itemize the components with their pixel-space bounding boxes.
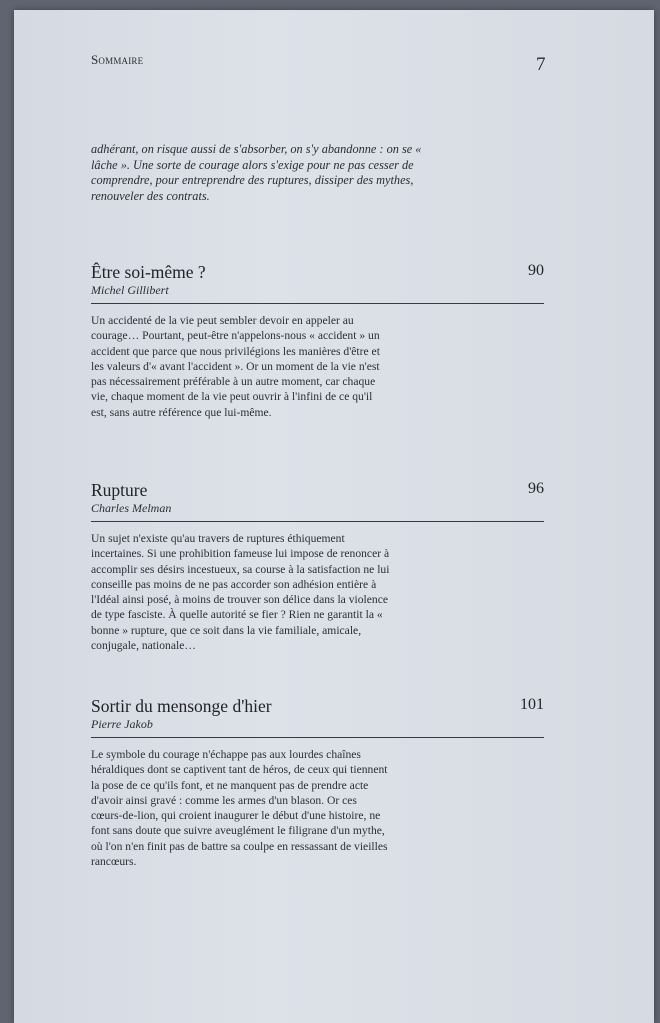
entry-author: Michel Gillibert — [91, 283, 169, 297]
entry-summary: Un accidenté de la vie peut sembler devoir en appeler au courage… Pourtant, peut-être n'appelons-nous « accident » un accident que parce que nous privilégions les manières d'être et les valeurs d'« avant l'accident ». Or un moment de la vie n'est pas nécessairement préférable à un autre moment, car chaque vie, chaque moment de la vie peut ouvrir à l'infini de ce qu'il est, sans autre référence que lui-même. — [91, 314, 380, 419]
entry-page-number: 90 — [528, 262, 544, 279]
entry-divider — [91, 303, 544, 304]
entry-author: Charles Melman — [91, 501, 172, 515]
running-header: Sommaire — [91, 52, 144, 67]
entry-author: Pierre Jakob — [91, 717, 153, 731]
intro-paragraph — [91, 142, 431, 204]
intro-text: adhérant, on risque aussi de s'absorber, on s'y abandonne : on se « lâche ». Une sorte de courage alors s'exige pour ne pas cesser de comprendre, pour entreprendre des ruptures, dissiper des mythes, renouveler des contrats. — [91, 142, 422, 203]
entry-summary: Le symbole du courage n'échappe pas aux lourdes chaînes héraldiques dont se captivent tant de héros, de ceux qui tiennent la pose de ce qu'ils font, et ne manquent pas de prendre acte d'avoir ainsi gravé : comme les armes d'un blason. Or ces cœurs-de-lion, qui croient inaugurer le début d'une histoire, ne font sans doute que suivre aveuglément le filigrane d'un mythe, où l'on n'en finit pas de battre sa coulpe en ressassant de vieilles rancœurs. — [91, 748, 388, 869]
entry-divider — [91, 521, 544, 522]
entry-divider — [91, 737, 544, 738]
toc-entry — [91, 262, 544, 420]
toc-entry — [91, 696, 544, 869]
entry-title: Être soi-même ? — [91, 262, 206, 282]
page-number: 7 — [536, 54, 546, 75]
entry-summary: Un sujet n'existe qu'au travers de ruptures éthiquement incertaines. Si une prohibition fameuse lui impose de renoncer à accomplir ses désirs incestueux, sa course à la satisfaction ne lui conseille pas moins de ne pas accorder son adhésion entière à l'Idéal ainsi posé, à moins de trouver son délice dans la violence de type fasciste. À quelle autorité se fier ? Rien ne garantit la « bonne » rupture, que ce soit dans la vie familiale, amicale, conjugale, nationale… — [91, 532, 390, 653]
document-page — [14, 10, 654, 1023]
entry-page-number: 96 — [528, 480, 544, 497]
entry-title: Rupture — [91, 480, 148, 500]
toc-entry — [91, 480, 544, 653]
entry-page-number: 101 — [520, 696, 544, 713]
entry-title: Sortir du mensonge d'hier — [91, 696, 272, 716]
